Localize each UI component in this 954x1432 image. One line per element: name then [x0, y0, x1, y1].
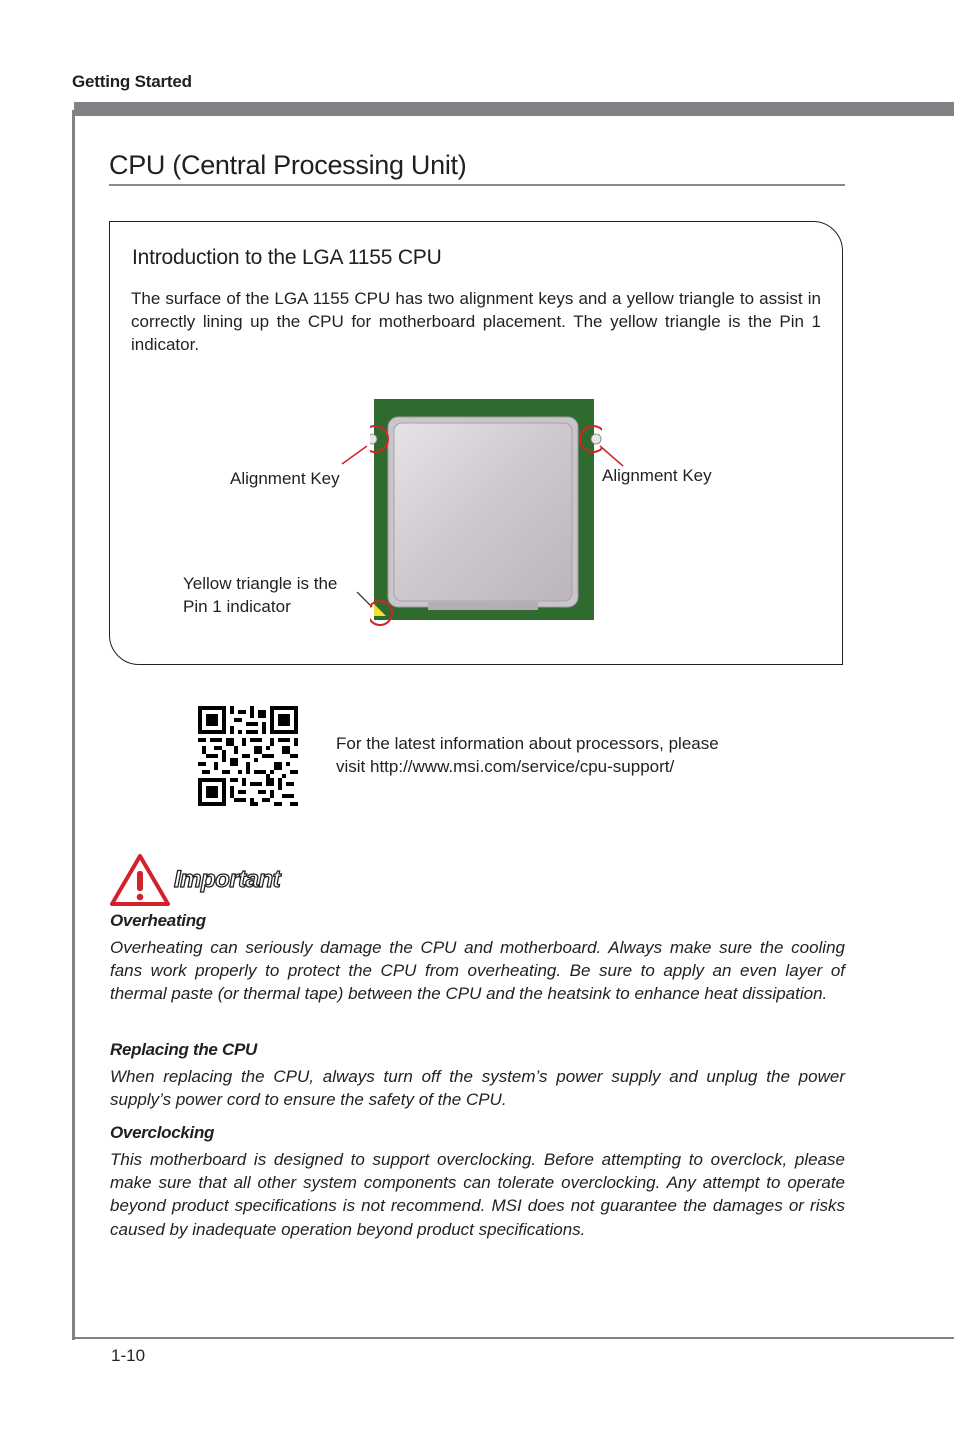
replacing-cpu-body: When replacing the CPU, always turn off the system’s power supply and unplug the power supply’s power cord to ensure the safety of the CPU.	[110, 1067, 845, 1110]
heat-spreader	[394, 423, 572, 601]
warning-triangle-icon	[109, 853, 171, 907]
qr-caption	[336, 732, 796, 778]
overheating-title: Overheating	[110, 911, 206, 930]
page-number: 1-10	[111, 1346, 146, 1365]
overheating-body: Overheating can seriously damage the CPU and motherboard. Always make sure the cooling fans work properly to protect the CPU from overheating. Be sure to apply an even layer of thermal paste (or thermal tape) between the CPU and the heatsink to enhance heat dissipation.	[110, 938, 845, 1004]
callout-alignment-key-right: Alignment Key	[602, 466, 712, 485]
section-header: Getting Started	[72, 72, 192, 91]
intro-heading: Introduction to the LGA 1155 CPU	[132, 246, 442, 269]
cpu-figure	[370, 397, 602, 629]
callout-pin1-line2: Pin 1 indicator	[183, 597, 291, 616]
replacing-cpu-title: Replacing the CPU	[110, 1040, 257, 1059]
qr-caption-line1: For the latest information about processors, please	[336, 734, 719, 753]
qr-code-icon	[198, 706, 298, 806]
intro-body: The surface of the LGA 1155 CPU has two alignment keys and a yellow triangle to assist in correctly lining up the CPU for motherboard placement. The yellow triangle is the Pin 1 indicator.	[131, 289, 821, 354]
overclocking-title: Overclocking	[110, 1123, 215, 1142]
callout-alignment-key-left: Alignment Key	[230, 469, 340, 488]
footer-rule	[72, 1337, 954, 1339]
overclocking-body: This motherboard is designed to support overclocking. Before attempting to overclock, please make sure that all other system components can tolerate overclocking. Any attempt to operate beyond product specifications is not recommend. MSI does not guarantee the damages or risks caused by inadequate operation beyond product specifications.	[110, 1150, 845, 1239]
page-title: CPU (Central Processing Unit)	[109, 150, 467, 180]
important-label: Important	[174, 866, 281, 893]
qr-caption-line2: visit http://www.msi.com/service/cpu-support/	[336, 757, 675, 776]
callout-pin1-line1: Yellow triangle is the	[183, 574, 338, 593]
